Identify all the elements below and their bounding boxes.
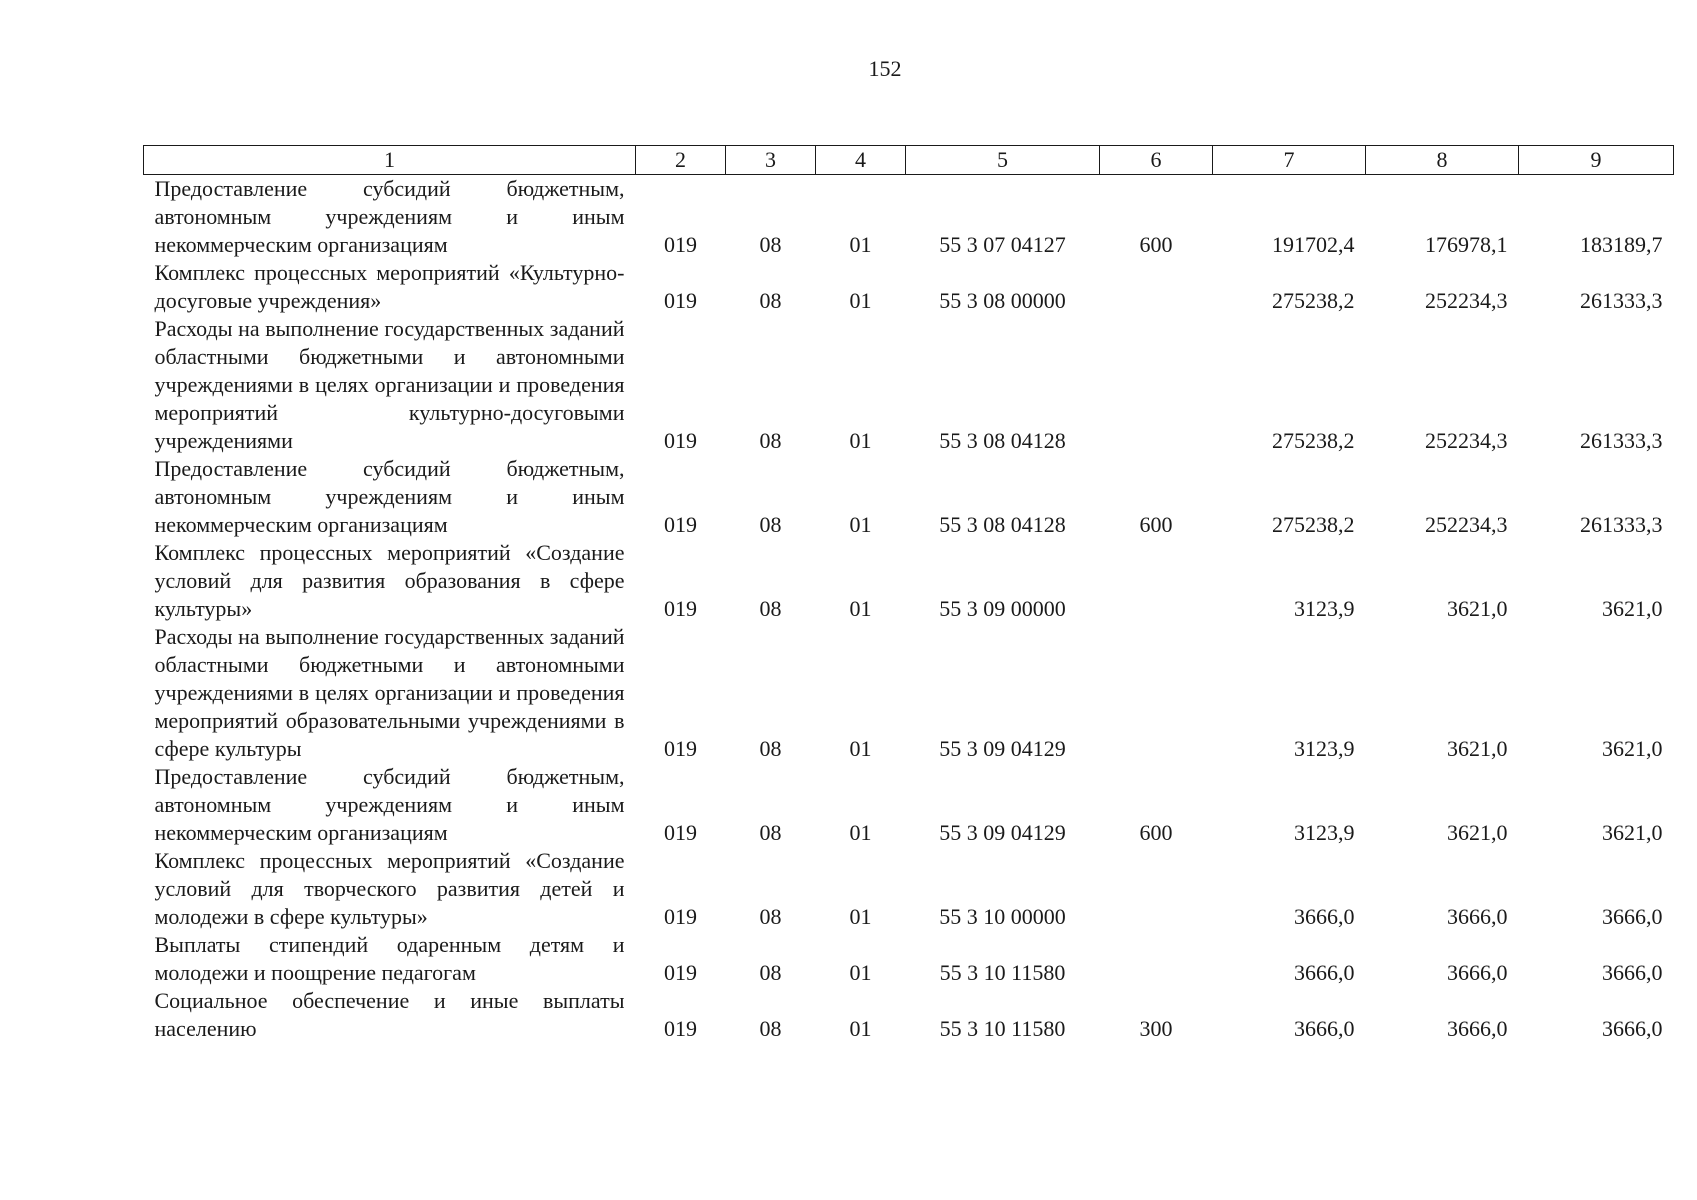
cell-section: 08 [759, 820, 782, 845]
cell-subsection: 01 [849, 736, 872, 761]
cell-amount-col9: 3621,0 [1602, 820, 1663, 845]
cell-subsection: 01 [849, 820, 872, 845]
cell-subsection: 01 [849, 428, 872, 453]
cell-section: 08 [759, 288, 782, 313]
table-row [144, 847, 1674, 931]
cell-amount-col7: 191702,4 [1272, 232, 1355, 257]
cell-amount-col9: 3666,0 [1602, 904, 1663, 929]
table-row [144, 931, 1674, 987]
column-header: 2 [636, 146, 726, 175]
cell-section: 08 [759, 1016, 782, 1041]
cell-amount-col7: 3123,9 [1294, 820, 1355, 845]
row-description: Расходы на выполнение государственных заданий областными бюджетными и автономными учреждениями в целях организации и проведения мероприятий образовательными учреждениями в сфере культуры [154, 624, 625, 761]
row-description: Социальное обеспечение и иные выплаты населению [154, 988, 625, 1041]
cell-expense-type [1100, 259, 1213, 315]
cell-section: 08 [759, 232, 782, 257]
cell-amount-col7: 275238,2 [1272, 428, 1355, 453]
column-header: 9 [1519, 146, 1674, 175]
cell-ministry-code: 019 [664, 428, 697, 453]
cell-section: 08 [759, 596, 782, 621]
cell-target-article: 55 3 10 11580 [939, 1016, 1066, 1041]
cell-amount-col9: 3666,0 [1602, 1016, 1663, 1041]
column-header: 6 [1100, 146, 1213, 175]
cell-amount-col9: 3666,0 [1602, 960, 1663, 985]
cell-amount-col7: 3123,9 [1294, 736, 1355, 761]
cell-amount-col8: 3621,0 [1447, 596, 1508, 621]
cell-amount-col8: 3621,0 [1447, 820, 1508, 845]
cell-section: 08 [759, 960, 782, 985]
table-row [144, 763, 1674, 847]
cell-ministry-code: 019 [664, 288, 697, 313]
cell-section: 08 [759, 736, 782, 761]
table-row [144, 623, 1674, 763]
cell-section: 08 [759, 428, 782, 453]
cell-amount-col7: 3666,0 [1294, 1016, 1355, 1041]
cell-ministry-code: 019 [664, 736, 697, 761]
column-header: 5 [906, 146, 1100, 175]
cell-section: 08 [759, 512, 782, 537]
table-row [144, 455, 1674, 539]
cell-expense-type: 600 [1139, 512, 1173, 537]
cell-amount-col9: 261333,3 [1580, 512, 1663, 537]
cell-target-article: 55 3 08 04128 [939, 512, 1066, 537]
cell-amount-col8: 3666,0 [1447, 1016, 1508, 1041]
cell-subsection: 01 [849, 596, 872, 621]
cell-ministry-code: 019 [664, 960, 697, 985]
cell-expense-type: 300 [1139, 1016, 1173, 1041]
cell-ministry-code: 019 [664, 820, 697, 845]
table-row [144, 315, 1674, 455]
row-description: Комплекс процессных мероприятий «Создание условий для развития образования в сфере культуры» [154, 540, 625, 621]
row-description: Выплаты стипендий одаренным детям и молодежи и поощрение педагогам [154, 932, 625, 985]
table-row [144, 539, 1674, 623]
cell-amount-col7: 3666,0 [1294, 960, 1355, 985]
cell-subsection: 01 [849, 904, 872, 929]
column-header: 4 [816, 146, 906, 175]
cell-subsection: 01 [849, 960, 872, 985]
cell-amount-col8: 3666,0 [1447, 960, 1508, 985]
row-description: Предоставление субсидий бюджетным, автономным учреждениям и иным некоммерческим организациям [154, 456, 625, 537]
cell-ministry-code: 019 [664, 232, 697, 257]
cell-amount-col9: 261333,3 [1580, 428, 1663, 453]
cell-target-article: 55 3 09 04129 [939, 736, 1066, 761]
cell-subsection: 01 [849, 288, 872, 313]
row-description: Предоставление субсидий бюджетным, автономным учреждениям и иным некоммерческим организациям [154, 764, 625, 845]
row-description: Комплекс процессных мероприятий «Культурно-досуговые учреждения» [154, 260, 625, 313]
cell-target-article: 55 3 08 00000 [939, 288, 1066, 313]
header-row [144, 146, 1674, 175]
table-row [144, 259, 1674, 315]
page-number: 152 [868, 56, 902, 81]
cell-amount-col9: 3621,0 [1602, 736, 1663, 761]
table-row [144, 175, 1674, 260]
cell-amount-col8: 252234,3 [1425, 512, 1508, 537]
cell-target-article: 55 3 10 00000 [939, 904, 1066, 929]
cell-target-article: 55 3 08 04128 [939, 428, 1066, 453]
cell-expense-type [1100, 847, 1213, 931]
cell-expense-type [1100, 623, 1213, 763]
cell-amount-col7: 3666,0 [1294, 904, 1355, 929]
cell-amount-col8: 176978,1 [1425, 232, 1508, 257]
cell-expense-type: 600 [1139, 232, 1173, 257]
cell-subsection: 01 [849, 1016, 872, 1041]
column-header: 1 [144, 146, 636, 175]
cell-amount-col8: 252234,3 [1425, 428, 1508, 453]
cell-section: 08 [759, 904, 782, 929]
cell-amount-col7: 275238,2 [1272, 512, 1355, 537]
cell-amount-col7: 275238,2 [1272, 288, 1355, 313]
cell-expense-type [1100, 539, 1213, 623]
cell-expense-type: 600 [1139, 820, 1173, 845]
table-row [144, 987, 1674, 1043]
cell-ministry-code: 019 [664, 512, 697, 537]
cell-expense-type [1100, 931, 1213, 987]
cell-ministry-code: 019 [664, 596, 697, 621]
cell-subsection: 01 [849, 232, 872, 257]
cell-expense-type [1100, 315, 1213, 455]
cell-amount-col9: 261333,3 [1580, 288, 1663, 313]
cell-amount-col8: 3621,0 [1447, 736, 1508, 761]
cell-target-article: 55 3 10 11580 [939, 960, 1066, 985]
cell-amount-col7: 3123,9 [1294, 596, 1355, 621]
column-header: 3 [726, 146, 816, 175]
cell-target-article: 55 3 09 04129 [939, 820, 1066, 845]
row-description: Предоставление субсидий бюджетным, автономным учреждениям и иным некоммерческим организациям [154, 176, 625, 257]
budget-table [143, 145, 1674, 1043]
cell-subsection: 01 [849, 512, 872, 537]
cell-amount-col8: 3666,0 [1447, 904, 1508, 929]
row-description: Комплекс процессных мероприятий «Создание условий для творческого развития детей и молодежи в сфере культуры» [154, 848, 625, 929]
cell-ministry-code: 019 [664, 904, 697, 929]
cell-amount-col9: 3621,0 [1602, 596, 1663, 621]
cell-target-article: 55 3 07 04127 [939, 232, 1066, 257]
cell-amount-col9: 183189,7 [1580, 232, 1663, 257]
cell-amount-col8: 252234,3 [1425, 288, 1508, 313]
cell-target-article: 55 3 09 00000 [939, 596, 1066, 621]
column-header: 8 [1366, 146, 1519, 175]
column-header: 7 [1213, 146, 1366, 175]
row-description: Расходы на выполнение государственных заданий областными бюджетными и автономными учреждениями в целях организации и проведения мероприятий культурно-досуговыми учреждениями [154, 316, 625, 453]
cell-ministry-code: 019 [664, 1016, 697, 1041]
